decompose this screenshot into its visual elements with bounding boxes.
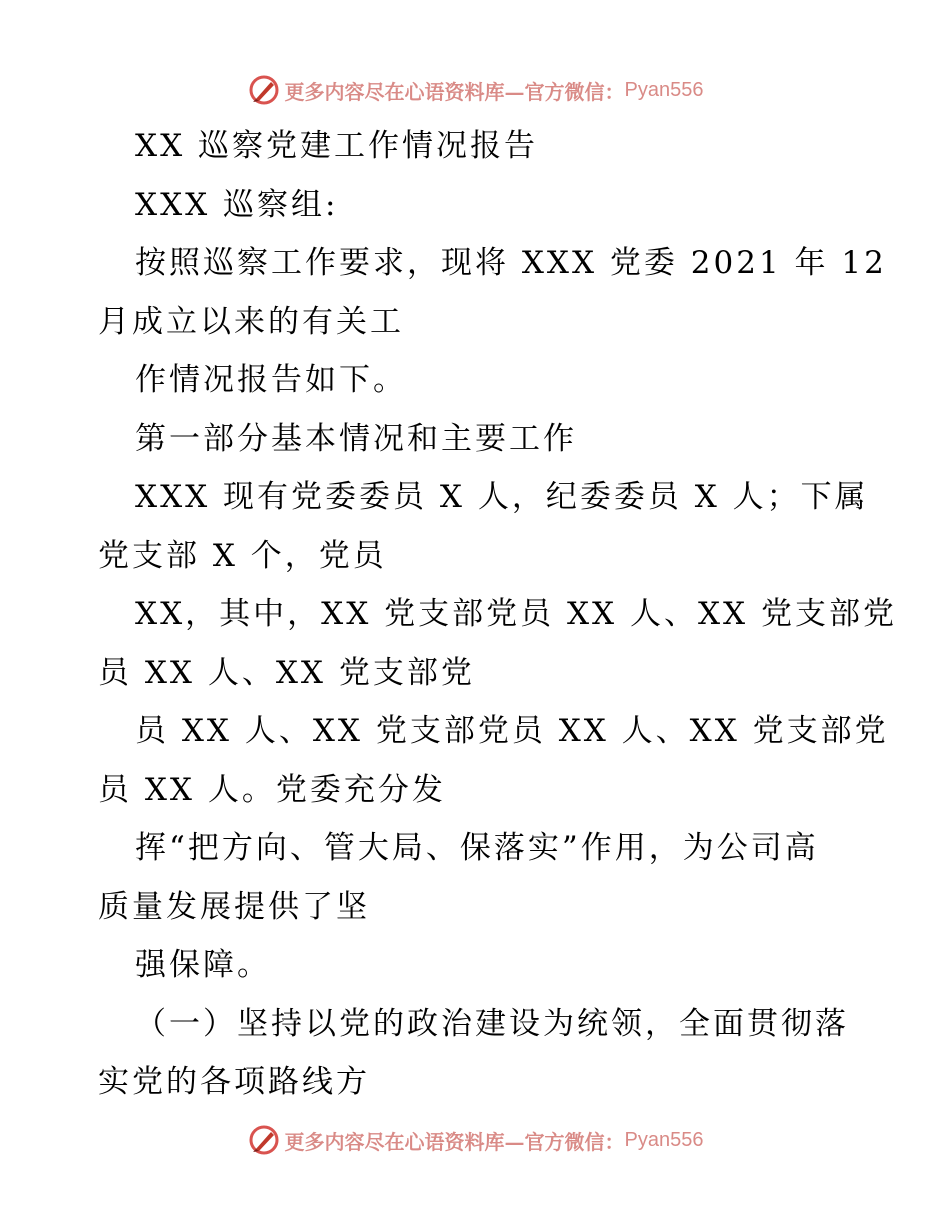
header-watermark: [0, 70, 950, 110]
paragraph-line: 月成立以来的有关工: [98, 303, 404, 340]
pen-circle-logo-icon: [247, 1123, 281, 1157]
paragraph-line: XX，其中，XX 党支部党员 XX 人、XX 党支部党: [135, 596, 897, 632]
document-body: [98, 117, 897, 1112]
paragraph-line: 质量发展提供了坚: [98, 888, 370, 925]
paragraph-line: 作情况报告如下。: [135, 362, 407, 398]
paragraph-line: 按照巡察工作要求，现将 XXX 党委 2021 年 12: [135, 245, 887, 281]
watermark-text: 更多内容尽在心语资料库—官方微信：: [284, 79, 625, 104]
addressee: XXX 巡察组:: [135, 186, 339, 223]
paragraph-line: XXX 现有党委委员 X 人，纪委委员 X 人；下属: [135, 479, 869, 515]
subsection-heading: （一）坚持以党的政治建设为统领，全面贯彻落: [135, 1005, 849, 1042]
paragraph-line: 实党的各项路线方: [98, 1064, 370, 1100]
paragraph-line: 强保障。: [135, 947, 271, 983]
footer-watermark: [0, 1120, 950, 1160]
watermark-text: 更多内容尽在心语资料库—官方微信：: [284, 1129, 625, 1154]
paragraph-line: 员 XX 人、XX 党支部党: [98, 654, 475, 691]
doc-title: XX 巡察党建工作情况报告: [135, 128, 538, 164]
watermark-wechat-id: Pyan556: [624, 1128, 704, 1151]
paragraph-line: 挥“把方向、管大局、保落实”作用，为公司高: [135, 830, 819, 866]
paragraph-line: 党支部 X 个，党员: [98, 537, 387, 574]
section-heading: 第一部分基本情况和主要工作: [135, 420, 577, 457]
pen-circle-logo-icon: [247, 73, 281, 107]
paragraph-line: 员 XX 人。党委充分发: [98, 771, 446, 808]
paragraph-line: 员 XX 人、XX 党支部党员 XX 人、XX 党支部党: [135, 713, 889, 749]
watermark-wechat-id: Pyan556: [624, 78, 704, 101]
